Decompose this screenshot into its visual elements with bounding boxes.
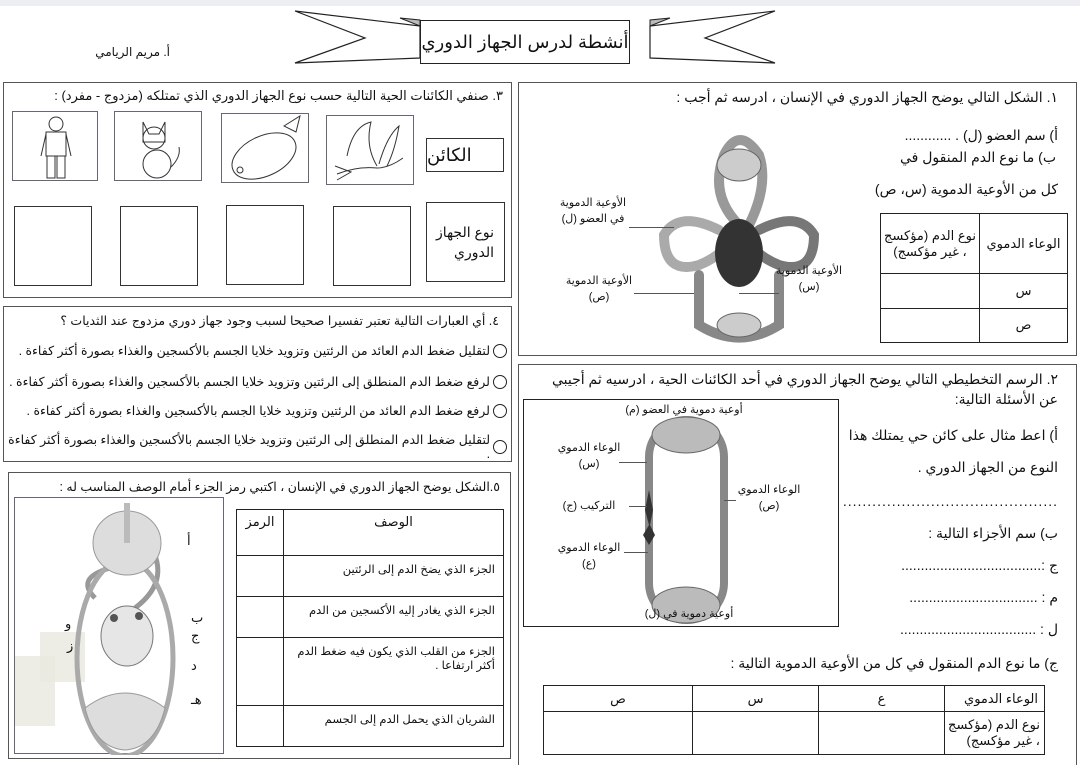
blank-label: ج :: [1041, 557, 1058, 573]
option-text: لرفع ضغط الدم العائد من الرئتين وتزويد خلايا الجسم بالأكسجين والغذاء بصورة أكثر كفاءة .: [26, 404, 490, 418]
part-a: أ) سم العضو (ل) . ............: [904, 127, 1058, 143]
author-name: أ. مريم الريامي: [95, 45, 170, 59]
blank-dots: .................................: [909, 589, 1038, 605]
label-vessels-sad: الأوعية الدموية (ص): [565, 275, 633, 303]
label-structure: التركيب (ج): [562, 500, 616, 512]
type-label: نوع الجهاز الدوري: [426, 202, 505, 282]
blank-dots: ...................................: [900, 621, 1037, 637]
fish-circulation-diagram: [523, 399, 839, 627]
radio-button[interactable]: [493, 404, 507, 418]
header-sad: ص: [544, 686, 693, 712]
section-4-mcq: [3, 306, 512, 462]
header-ain: ع: [819, 686, 945, 712]
blank-label: م :: [1041, 589, 1058, 605]
letter-ba: ب: [191, 610, 204, 625]
pointer-line: [739, 293, 779, 294]
answer-box-boy[interactable]: [14, 206, 92, 286]
pointer-line: [634, 293, 694, 294]
label-organ-vessels: الأوعية الدموية في العضو (ل): [559, 197, 627, 225]
pointer-line: [619, 462, 647, 463]
option-4[interactable]: [4, 432, 507, 461]
human-heart-diagram: [14, 497, 224, 754]
section-1-table: [880, 213, 1068, 343]
part-b-line1: ب) ما نوع الدم المنقول في: [899, 149, 1056, 165]
label-vessel-sad: الوعاء الدموي (ص): [737, 484, 801, 512]
answer-box-bird[interactable]: [333, 206, 411, 286]
part-b: ب) سم الأجزاء التالية :: [928, 525, 1058, 541]
section-5-table: [236, 509, 504, 747]
letter-zay: ز: [67, 638, 74, 653]
label-vessel-ain: الوعاء الدموي (ع): [557, 542, 621, 570]
section-3-classify: [3, 82, 512, 298]
header-vessel: الوعاء الدموي: [945, 686, 1045, 712]
section-2-table: [543, 685, 1045, 755]
pointer-line: [629, 506, 647, 507]
title-banner: [285, 8, 785, 68]
header-seen: س: [693, 686, 819, 712]
header-description: الوصف: [284, 510, 504, 556]
answer-cell[interactable]: [693, 712, 819, 755]
radio-button[interactable]: [493, 375, 507, 389]
cat-icon: [114, 111, 202, 181]
option-3[interactable]: [27, 403, 508, 418]
header-blood-type: نوع الدم (مؤكسج ، غير مؤكسج): [881, 214, 980, 274]
letter-alef: أ: [187, 533, 191, 548]
description-cell: الجزء الذي يغادر إليه الأكسجين من الدم: [284, 596, 504, 637]
part-a-line2: النوع من الجهاز الدوري .: [917, 459, 1058, 475]
label-vessel-seen: الوعاء الدموي (س): [557, 442, 621, 470]
answer-line-a[interactable]: ............................................: [842, 493, 1058, 509]
pointer-line: [724, 500, 736, 501]
description-cell: الجزء الذي يضخ الدم إلى الرئتين: [284, 556, 504, 597]
page-title: أنشطة لدرس الجهاز الدوري: [420, 20, 630, 64]
organism-label: الكائن: [426, 138, 504, 172]
label-top-vessels: أوعية دموية في العضو (م): [625, 404, 743, 416]
section-4-question: ٤. أي العبارات التالية تعتبر تفسيرا صحيحا لسبب وجود جهاز دوري مزدوج عند الثديات ؟: [60, 314, 499, 328]
symbol-answer-cell[interactable]: [237, 596, 284, 637]
section-2-single-circulation: [518, 364, 1077, 765]
option-text: لتقليل ضغط الدم العائد من الرئتين وتزويد خلايا الجسم بالأكسجين والغذاء بصورة أكثر كفاءة .: [18, 344, 490, 358]
letter-ha: هـ: [191, 692, 202, 707]
option-text: لرفع ضغط الدم المنطلق إلى الرئتين وتزويد خلايا الجسم بالأكسجين والغذاء بصورة أكثر كفاءة .: [9, 375, 490, 389]
label-vessels-seen: الأوعية الدموية (س): [775, 265, 843, 293]
part-a-line1: أ) اعط مثال على كائن حي يمتلك هذا: [848, 427, 1058, 443]
label-bottom-vessels: أوعية دموية في (ل): [644, 608, 734, 620]
bird-icon: [326, 115, 414, 185]
part-b-line2: كل من الأوعية الدموية (س، ص): [874, 181, 1058, 197]
part-c: ج) ما نوع الدم المنقول في كل من الأوعية الدموية التالية :: [730, 655, 1058, 671]
letter-waw: و: [65, 616, 72, 631]
answer-cell[interactable]: [881, 274, 980, 309]
fish-icon: [221, 113, 309, 183]
boy-icon: [12, 111, 98, 181]
symbol-answer-cell[interactable]: [237, 637, 284, 705]
symbol-answer-cell[interactable]: [237, 706, 284, 747]
blank-lam[interactable]: [900, 621, 1058, 638]
row-label: نوع الدم (مؤكسج ، غير مؤكسج): [945, 712, 1045, 755]
answer-cell[interactable]: [544, 712, 693, 755]
description-cell: الجزء من القلب الذي يكون فيه ضغط الدم أكثر ارتفاعا .: [284, 637, 504, 705]
section-3-question: ٣. صنفي الكائنات الحية التالية حسب نوع الجهاز الدوري الذي تمتلكه (مزدوج - مفرد) :: [54, 88, 503, 103]
blank-meem[interactable]: [909, 589, 1058, 606]
answer-cell[interactable]: [881, 308, 980, 343]
blank-label: ل :: [1040, 621, 1058, 637]
blank-jeem[interactable]: [901, 557, 1058, 574]
answer-cell[interactable]: [819, 712, 945, 755]
section-5-match: [8, 472, 511, 759]
section-2-question-cont: عن الأسئلة التالية:: [954, 391, 1058, 407]
section-1-question: ١. الشكل التالي يوضح الجهاز الدوري في الإنسان ، ادرسه ثم أجب :: [676, 89, 1058, 105]
description-cell: الشريان الذي يحمل الدم إلى الجسم: [284, 706, 504, 747]
option-text: لتقليل ضغط الدم المنطلق إلى الرئتين وتزويد خلايا الجسم بالأكسجين والغذاء بصورة أكثر كفاءة .: [8, 433, 491, 461]
section-2-question: ٢. الرسم التخطيطي التالي يوضح الجهاز الدوري في أحد الكائنات الحية ، ادرسيه ثم أجيبي: [551, 371, 1058, 387]
letter-jeem: ج: [191, 628, 200, 643]
radio-button[interactable]: [493, 344, 507, 358]
blank-dots: ....................................: [901, 557, 1042, 573]
pointer-line: [624, 552, 648, 553]
top-bar: [0, 0, 1080, 6]
header-symbol: الرمز: [237, 510, 284, 556]
row-label: ص: [980, 308, 1068, 343]
row-label: س: [980, 274, 1068, 309]
option-1[interactable]: [19, 343, 507, 358]
header-vessel: الوعاء الدموي: [980, 214, 1068, 274]
answer-box-cat[interactable]: [120, 206, 198, 286]
pointer-line: [629, 227, 674, 228]
human-circulation-diagram: [639, 115, 839, 345]
option-2[interactable]: [9, 374, 507, 389]
circulation-loop-icon: [524, 400, 840, 628]
circulation-figure-icon: [15, 498, 225, 755]
section-5-question: ٥.الشكل يوضح الجهاز الدوري في الإنسان ، اكتبي رمز الجزء أمام الوصف المناسب له :: [59, 480, 500, 494]
symbol-answer-cell[interactable]: [237, 556, 284, 597]
answer-box-fish[interactable]: [226, 205, 304, 285]
radio-button[interactable]: [493, 440, 507, 454]
section-1-human-circulation: [518, 82, 1077, 356]
letter-dal: د: [191, 658, 197, 673]
